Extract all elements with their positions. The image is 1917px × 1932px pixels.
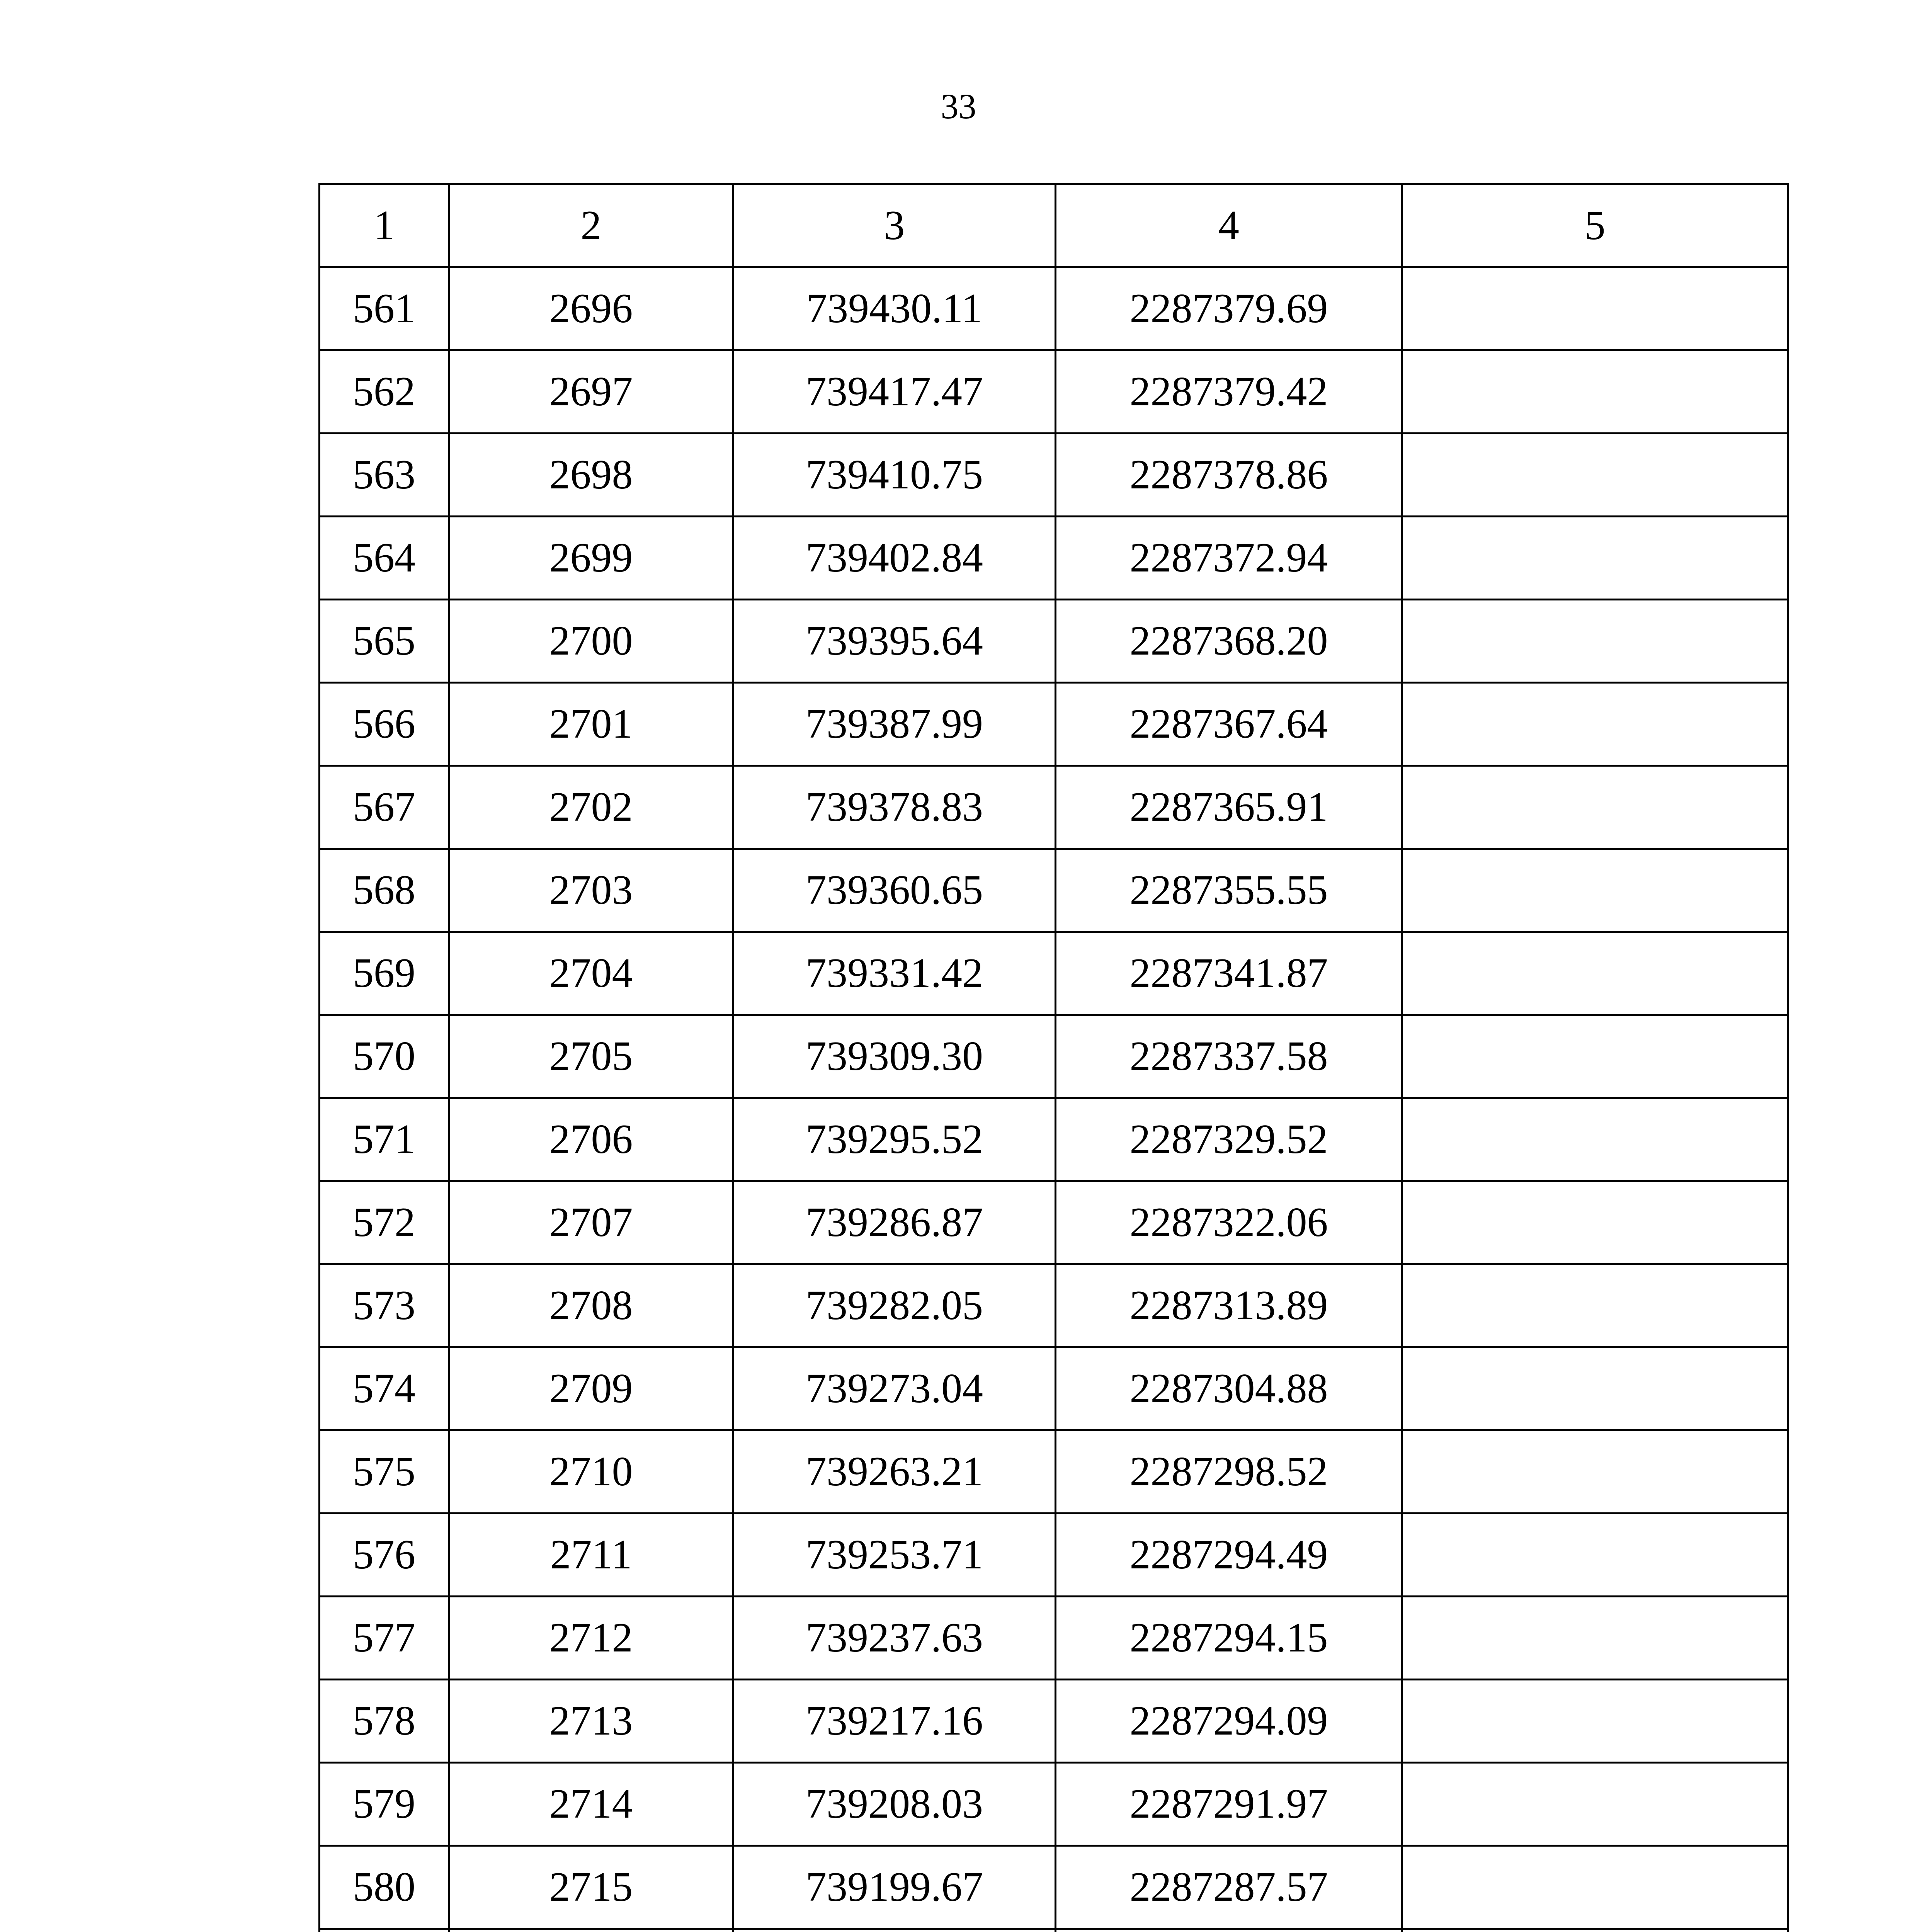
table-cell: 2707 — [449, 1181, 733, 1264]
table-cell: 2712 — [449, 1597, 733, 1680]
table-cell — [1402, 1846, 1788, 1929]
table-row — [320, 1098, 1788, 1181]
table-cell: 2710 — [449, 1430, 733, 1514]
table-row — [320, 600, 1788, 683]
table-cell — [1402, 434, 1788, 517]
table-cell: 573 — [320, 1264, 449, 1347]
table-cell: 566 — [320, 683, 449, 766]
table-cell: 2713 — [449, 1680, 733, 1763]
coordinates-table — [318, 183, 1789, 1932]
table-cell: 2287378.86 — [1056, 434, 1402, 517]
table-cell: 2287322.06 — [1056, 1181, 1402, 1264]
table-cell — [1402, 1264, 1788, 1347]
table-cell: 739208.03 — [733, 1763, 1056, 1846]
table-cell: 739387.99 — [733, 683, 1056, 766]
table-cell: 2287329.52 — [1056, 1098, 1402, 1181]
page-number: 33 — [941, 87, 976, 126]
table-cell: 739360.65 — [733, 849, 1056, 932]
table-cell — [1402, 932, 1788, 1015]
table-row — [320, 1181, 1788, 1264]
table-cell: 739331.42 — [733, 932, 1056, 1015]
table-cell: 739395.64 — [733, 600, 1056, 683]
table-cell — [1056, 1929, 1402, 1932]
table-cell: 579 — [320, 1763, 449, 1846]
table-cell — [1402, 849, 1788, 932]
table-cell: 739199.67 — [733, 1846, 1056, 1929]
table-cell — [1402, 350, 1788, 434]
table-cell: 2704 — [449, 932, 733, 1015]
table-cell — [1402, 1680, 1788, 1763]
table-cell — [1402, 1763, 1788, 1846]
table-cell — [1402, 1015, 1788, 1098]
table-cell: 571 — [320, 1098, 449, 1181]
table-row — [320, 434, 1788, 517]
table-cell: 739286.87 — [733, 1181, 1056, 1264]
table-cell: 2287304.88 — [1056, 1347, 1402, 1430]
table-cell: 575 — [320, 1430, 449, 1514]
table-cell: 2287379.69 — [1056, 267, 1402, 350]
table-row — [320, 267, 1788, 350]
table-row — [320, 1846, 1788, 1929]
table-cell: 2287294.49 — [1056, 1514, 1402, 1597]
table-cell: 2699 — [449, 517, 733, 600]
table-cell: 739237.63 — [733, 1597, 1056, 1680]
table-body — [320, 267, 1788, 1932]
table-cell: 739273.04 — [733, 1347, 1056, 1430]
table-cell: 2287294.15 — [1056, 1597, 1402, 1680]
table-row — [320, 1763, 1788, 1846]
table-cell: 2287372.94 — [1056, 517, 1402, 600]
table-cell — [1402, 1514, 1788, 1597]
table-row — [320, 1264, 1788, 1347]
table-cell: 2703 — [449, 849, 733, 932]
table-cell: 739378.83 — [733, 766, 1056, 849]
table-cell: 2706 — [449, 1098, 733, 1181]
table-cell: 2287368.20 — [1056, 600, 1402, 683]
column-header: 3 — [733, 184, 1056, 267]
table-cell — [320, 1929, 449, 1932]
table-cell: 739263.21 — [733, 1430, 1056, 1514]
table-cell: 580 — [320, 1846, 449, 1929]
table-cell: 2696 — [449, 267, 733, 350]
table-cell — [733, 1929, 1056, 1932]
table-cell: 2708 — [449, 1264, 733, 1347]
table-row — [320, 1347, 1788, 1430]
table-cell — [1402, 1430, 1788, 1514]
table-cell: 2714 — [449, 1763, 733, 1846]
table-cell: 2287379.42 — [1056, 350, 1402, 434]
table-cell: 739253.71 — [733, 1514, 1056, 1597]
table-row — [320, 1597, 1788, 1680]
table-cell — [1402, 600, 1788, 683]
table-cell: 574 — [320, 1347, 449, 1430]
table-row — [320, 932, 1788, 1015]
table-cell: 2701 — [449, 683, 733, 766]
table-cell: 570 — [320, 1015, 449, 1098]
table-cell: 561 — [320, 267, 449, 350]
table-cell: 739309.30 — [733, 1015, 1056, 1098]
table-row — [320, 1514, 1788, 1597]
table-cell: 2709 — [449, 1347, 733, 1430]
table-cell: 2287355.55 — [1056, 849, 1402, 932]
table-cell: 2702 — [449, 766, 733, 849]
table-cell: 2287287.57 — [1056, 1846, 1402, 1929]
table-cell: 2705 — [449, 1015, 733, 1098]
column-header: 1 — [320, 184, 449, 267]
table-row — [320, 350, 1788, 434]
table-row — [320, 766, 1788, 849]
table-cell — [1402, 1098, 1788, 1181]
table-cell: 569 — [320, 932, 449, 1015]
table-cell: 2697 — [449, 350, 733, 434]
table-cell: 2287367.64 — [1056, 683, 1402, 766]
table-cell — [1402, 517, 1788, 600]
table-cell: 2287298.52 — [1056, 1430, 1402, 1514]
table-header-row — [320, 184, 1788, 267]
table-cell — [1402, 267, 1788, 350]
table-cell: 739417.47 — [733, 350, 1056, 434]
table-cell: 739410.75 — [733, 434, 1056, 517]
table-cell: 739295.52 — [733, 1098, 1056, 1181]
table-cell: 2287365.91 — [1056, 766, 1402, 849]
table-cell: 2698 — [449, 434, 733, 517]
table-cell — [1402, 1347, 1788, 1430]
table-cell: 2700 — [449, 600, 733, 683]
table-cell: 2287313.89 — [1056, 1264, 1402, 1347]
table-row — [320, 1430, 1788, 1514]
table-row — [320, 849, 1788, 932]
table-cell: 578 — [320, 1680, 449, 1763]
column-header: 5 — [1402, 184, 1788, 267]
table-cell — [1402, 1929, 1788, 1932]
table-cell — [1402, 766, 1788, 849]
table-cell: 2287291.97 — [1056, 1763, 1402, 1846]
column-header: 2 — [449, 184, 733, 267]
table-cell: 562 — [320, 350, 449, 434]
table-cell — [449, 1929, 733, 1932]
table-cell: 563 — [320, 434, 449, 517]
table-cell: 2287294.09 — [1056, 1680, 1402, 1763]
table-row — [320, 1929, 1788, 1932]
table-cell: 2287341.87 — [1056, 932, 1402, 1015]
table-cell: 2715 — [449, 1846, 733, 1929]
table-cell: 564 — [320, 517, 449, 600]
table-cell: 739217.16 — [733, 1680, 1056, 1763]
table-cell: 577 — [320, 1597, 449, 1680]
table-cell: 568 — [320, 849, 449, 932]
table-cell: 572 — [320, 1181, 449, 1264]
table-cell: 565 — [320, 600, 449, 683]
table-row — [320, 683, 1788, 766]
table-cell: 567 — [320, 766, 449, 849]
table-cell — [1402, 683, 1788, 766]
table-row — [320, 1680, 1788, 1763]
table-cell: 2287337.58 — [1056, 1015, 1402, 1098]
table-cell: 2711 — [449, 1514, 733, 1597]
table-cell: 576 — [320, 1514, 449, 1597]
table-cell: 739282.05 — [733, 1264, 1056, 1347]
table-row — [320, 517, 1788, 600]
table-cell — [1402, 1181, 1788, 1264]
table-cell: 739430.11 — [733, 267, 1056, 350]
column-header: 4 — [1056, 184, 1402, 267]
table-cell: 739402.84 — [733, 517, 1056, 600]
table-row — [320, 1015, 1788, 1098]
table-cell — [1402, 1597, 1788, 1680]
